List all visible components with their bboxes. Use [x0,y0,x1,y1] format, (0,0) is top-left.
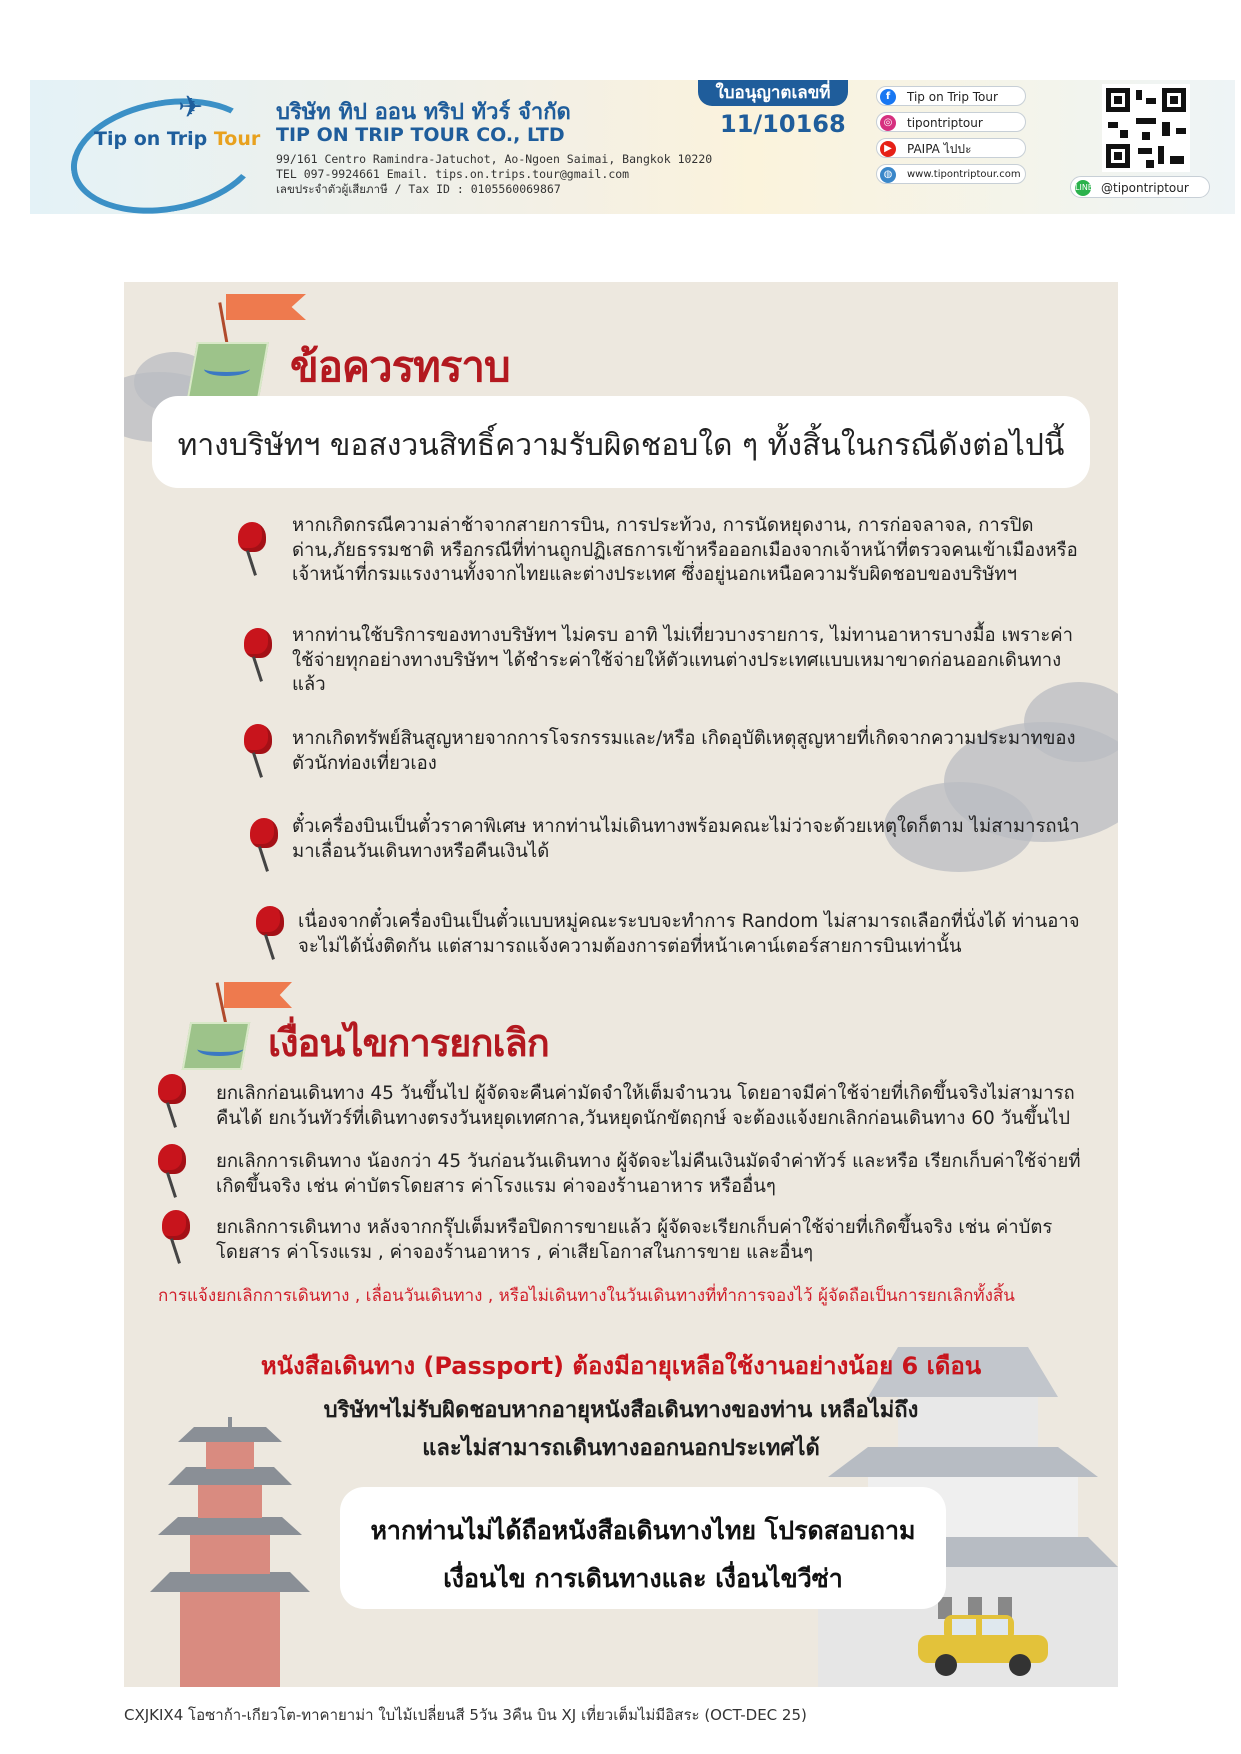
flag-icon [224,982,292,1008]
notice-item: ตั๋วเครื่องบินเป็นตั๋วราคาพิเศษ หากท่านไม่เดินทางพร้อมคณะไม่ว่าจะด้วยเหตุใดก็ตาม ไม่สามารถนำมาเลื่อนวันเดินทางหรือคืนเงินได้ [292,816,1080,862]
passport-note-box [340,1487,946,1609]
social-label: Tip on Trip Tour [907,90,998,104]
cancel-item: ยกเลิกก่อนเดินทาง 45 วันขึ้นไป ผู้จัดจะคืนค่ามัดจำให้เต็มจำนวน โดยอาจมีค่าใช้จ่ายที่เกิดขึ้นจริงไม่สามารถคืนได้ ยกเว้นทัวร์ที่เดินทางตรงวันหยุดเทศกาล,วันหยุดนักขัตฤกษ์ จะต้องแจ้งยกเลิกก่อนเดินทาง 60 วันขึ้นไป [216,1083,1075,1129]
instagram-icon: ◎ [880,115,896,131]
line-icon: LINE [1075,180,1091,196]
social-line[interactable] [1070,176,1210,198]
notice-title: ข้อควรทราบ [290,342,510,391]
social-label: tipontriptour [907,116,983,130]
info-poster [124,282,1118,1687]
social-label: www.tipontriptour.com [907,169,1021,180]
page-footer: CXJKIX4 โอซาก้า-เกียวโต-ทาคายาม่า ใบไม้เปลี่ยนสี 5วัน 3คืน บิน XJ เที่ยวเต็มไม่มีอิสระ (OCT-DEC 25) [124,1706,807,1724]
notice-subtitle-box [152,396,1090,488]
pushpin-icon [154,1074,190,1130]
notice-subtitle: ทางบริษัทฯ ขอสงวนสิทธิ์ความรับผิดชอบใด ๆ ทั้งสิ้นในกรณีดังต่อไปนี้ [177,428,1065,463]
header-banner [30,80,1235,214]
line-label: @tipontriptour [1101,181,1189,195]
qr-code [1102,84,1190,172]
pushpin-icon [154,1144,190,1200]
license-label: ใบอนุญาตเลขที่ [698,80,848,106]
pushpin-icon [158,1210,194,1266]
company-logo [94,128,260,150]
passport-note-line-2: เงื่อนไข การเดินทางและ เงื่อนไขวีซ่า [443,1564,843,1593]
cancel-notice: การแจ้งยกเลิกการเดินทาง , เลื่อนวันเดินทาง , หรือไม่เดินทางในวันเดินทางที่ทำการจองไว้ ผู้จัดถือเป็นการยกเลิกทั้งสิ้น [158,1286,1015,1306]
passport-title: หนังสือเดินทาง (Passport) ต้องมีอายุเหลือใช้งานอย่างน้อย 6 เดือน [260,1352,982,1380]
company-contact: TEL 097-9924661 Email. tips.on.trips.tour@gmail.com [276,167,630,181]
map-icon [182,1022,250,1070]
website-icon: ◍ [880,167,896,183]
social-label: PAIPA ไปปะ [907,142,972,156]
cancel-item: ยกเลิกการเดินทาง หลังจากกรุ๊ปเต็มหรือปิดการขายแล้ว ผู้จัดจะเรียกเก็บค่าใช้จ่ายที่เกิดขึ้นจริง เช่น ค่าบัตรโดยสาร ค่าโรงแรม , ค่าจองร้านอาหาร , ค่าเสียโอกาสในการขาย และอื่นๆ [216,1217,1053,1263]
youtube-icon: ▶ [880,141,896,157]
logo-text-main: Tip on Trip [94,128,214,150]
license-number: 11/10168 [720,110,846,138]
airplane-icon: ✈ [178,90,204,125]
pushpin-icon [240,724,276,780]
car-illustration [908,1607,1058,1677]
notice-item: เนื่องจากตั๋วเครื่องบินเป็นตั๋วแบบหมู่คณะระบบจะทำการ Random ไม่สามารถเลือกที่นั่งได้ ท่านอาจจะไม่ได้นั่งติดกัน แต่สามารถแจ้งความต้องการต่อที่หน้าเคาน์เตอร์สายการบินเท่านั้น [298,911,1080,957]
pushpin-icon [240,628,276,684]
passport-line-1: บริษัทฯไม่รับผิดชอบหากอายุหนังสือเดินทางของท่าน เหลือไม่ถึง [323,1398,919,1423]
cancel-title: เงื่อนไขการยกเลิก [268,1021,549,1065]
facebook-icon: f [880,89,896,105]
social-youtube[interactable] [876,138,1026,158]
company-tax-id: เลขประจำตัวผู้เสียภาษี / Tax ID : 0105560069867 [276,182,561,196]
social-website[interactable] [876,164,1026,184]
logo-text-tour: Tour [213,128,261,150]
pushpin-icon [252,906,288,962]
notice-item: หากเกิดกรณีความล่าช้าจากสายการบิน, การประท้วง, การนัดหยุดงาน, การก่อจลาจล, การปิดด่าน,ภัยธรรมชาติ หรือกรณีที่ท่านถูกปฏิเสธการเข้าหรือออกเมืองจากเจ้าหน้าที่ตรวจคนเข้าเมืองหรือเจ้าหน้าที่กรมแรงงานทั้งจากไทยและต่างประเทศ ซึ่งอยู่นอกเหนือความรับผิดชอบของบริษัทฯ [292,515,1078,585]
map-icon [187,342,269,398]
pushpin-icon [234,522,270,578]
notice-item: หากท่านใช้บริการของทางบริษัทฯ ไม่ครบ อาทิ ไม่เที่ยวบางรายการ, ไม่ทานอาหารบางมื้อ เพราะค่าใช้จ่ายทุกอย่างทางบริษัทฯ ได้ชำระค่าใช้จ่ายให้ตัวแทนต่างประเทศแบบเหมาขาดก่อนออกเดินทางแล้ว [292,625,1074,695]
company-name-thai: บริษัท ทิป ออน ทริป ทัวร์ จำกัด [276,100,571,125]
pushpin-icon [246,818,282,874]
social-instagram[interactable] [876,112,1026,132]
company-name-english: TIP ON TRIP TOUR CO., LTD [276,124,565,146]
cancel-item: ยกเลิกการเดินทาง น้องกว่า 45 วันก่อนวันเดินทาง ผู้จัดจะไม่คืนเงินมัดจำค่าทัวร์ และหรือ เรียกเก็บค่าใช้จ่ายที่เกิดขึ้นจริง เช่น ค่าบัตรโดยสาร ค่าโรงแรม ค่าจองร้านอาหาร หรืออื่นๆ [216,1151,1081,1197]
company-address-block [276,152,712,197]
passport-line-2: และไม่สามารถเดินทางออกนอกประเทศได้ [422,1436,820,1461]
flag-icon [226,294,306,320]
social-facebook[interactable] [876,86,1026,106]
company-address: 99/161 Centro Ramindra-Jatuchot, Ao-Ngoen Saimai, Bangkok 10220 [276,152,713,166]
passport-note-line-1: หากท่านไม่ได้ถือหนังสือเดินทางไทย โปรดสอบถาม [370,1516,916,1545]
notice-item: หากเกิดทรัพย์สินสูญหายจากการโจรกรรมและ/หรือ เกิดอุบัติเหตุสูญหายที่เกิดจากความประมาทของตัวนักท่องเที่ยวเอง [292,728,1076,774]
